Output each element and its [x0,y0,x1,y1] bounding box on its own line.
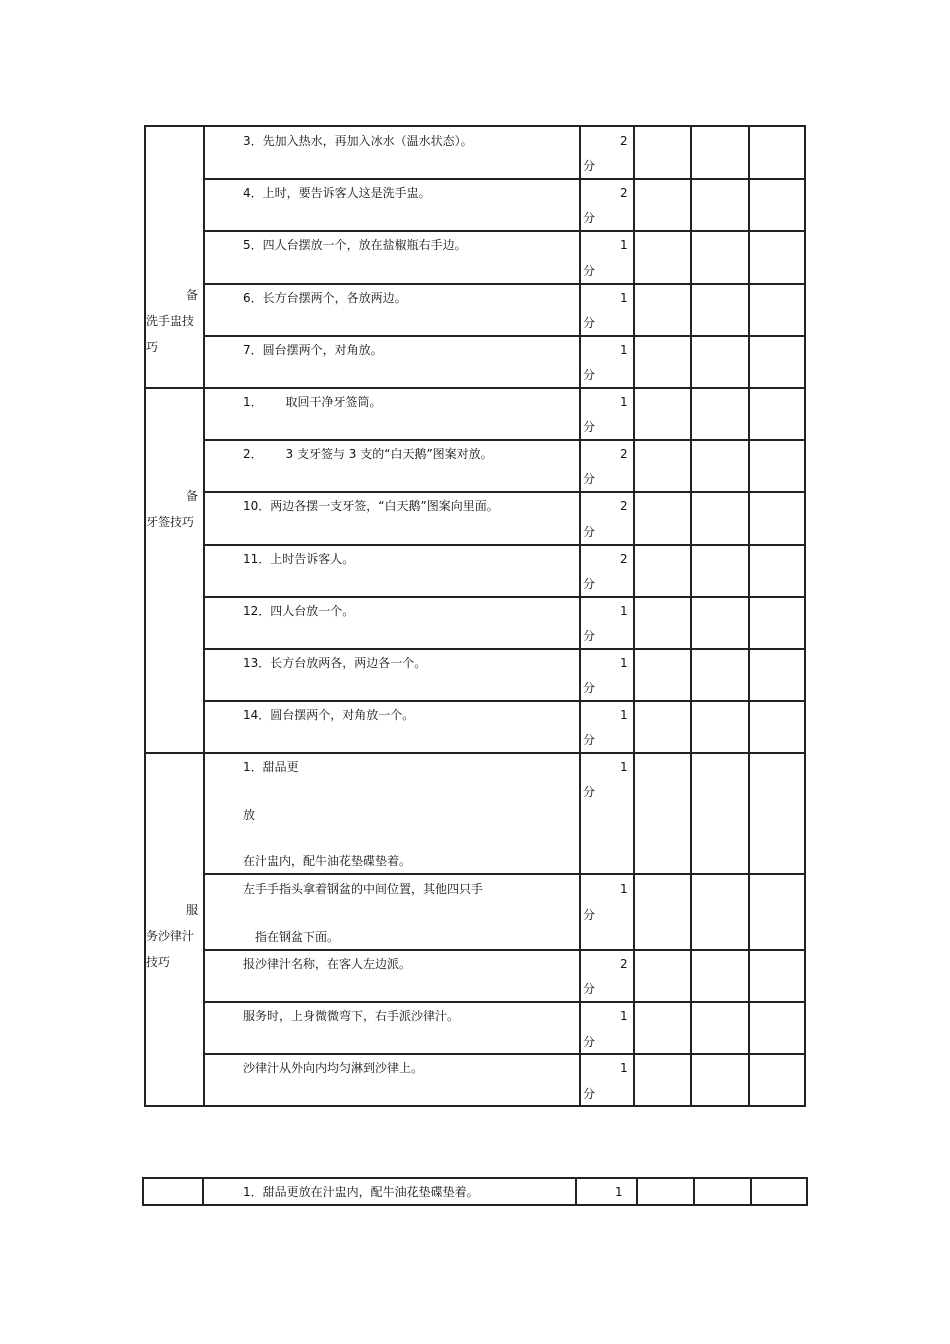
score-unit: 分 [583,316,596,330]
item-text: 1．甜品更 [243,760,299,774]
item-text: 5．四人台摆放一个，放在盐椒瓶右手边。 [243,238,467,252]
item-text: 6．长方台摆两个，各放两边。 [243,291,407,305]
item-text: 10．两边各摆一支牙签，“白天鹅”图案向里面。 [243,499,499,513]
bottom-table [142,1177,808,1206]
score-unit: 分 [583,1087,596,1101]
item-text: 指在钢盆下面。 [255,930,340,944]
item-text: 放 [243,808,256,822]
score-unit: 分 [583,420,596,434]
item-text: 报沙律汁名称，在客人左边派。 [243,957,412,971]
row-divider [203,230,804,232]
category-cell [146,282,202,360]
score-value: 1 [620,395,628,409]
score-value: 2 [620,499,628,513]
category-line: 牙签技巧 [146,515,195,529]
score-value: 1 [620,1061,628,1075]
item-text: 13．长方台放两各，两边各一个。 [243,656,427,670]
score-unit: 分 [583,982,596,996]
category-line: 服 [185,903,198,917]
score-value: 1 [620,1009,628,1023]
score-value: 1 [620,238,628,252]
category-line: 洗手盅技 [146,314,195,328]
scoring-table [144,125,806,1107]
col-divider [636,1179,638,1204]
category-cell [146,483,202,535]
score-value: 1 [620,760,628,774]
col-divider-3 [633,127,635,1105]
section-divider [146,752,804,754]
item-text: 1． 取回干净牙签筒。 [243,395,382,409]
score-value: 1 [620,882,628,896]
row-divider [203,873,804,875]
score-value: 2 [620,186,628,200]
col-divider-5 [748,127,750,1105]
score-unit: 分 [583,159,596,173]
score-value: 2 [620,134,628,148]
category-line: 备 [185,489,198,503]
row-divider [203,491,804,493]
row-divider [203,335,804,337]
score-value: 1 [620,656,628,670]
category-line: 备 [185,288,198,302]
score-unit: 分 [583,681,596,695]
score-value: 1 [620,708,628,722]
row-divider [203,544,804,546]
row-divider [203,596,804,598]
item-text: 12．四人台放一个。 [243,604,355,618]
col-divider-1 [203,127,205,1105]
category-line: 技巧 [146,955,171,969]
score-value: 2 [620,957,628,971]
item-text: 3．先加入热水，再加入冰水（温水状态）。 [243,134,473,148]
row-divider [203,283,804,285]
score-unit: 分 [583,211,596,225]
category-line: 巧 [146,340,159,354]
score-unit: 分 [583,472,596,486]
row-divider [203,700,804,702]
row-divider [203,1053,804,1055]
category-line: 务沙律汁 [146,929,195,943]
score-value: 1 [620,604,628,618]
score-value: 2 [620,552,628,566]
item-text: 4．上时，要告诉客人这是洗手盅。 [243,186,431,200]
item-text: 7．圆台摆两个，对角放。 [243,343,383,357]
item-text: 2． 3 支牙签与 3 支的“白天鹅”图案对放。 [243,447,493,461]
col-divider-2 [579,127,581,1105]
score-unit: 分 [583,368,596,382]
item-text: 11．上时告诉客人。 [243,552,355,566]
score-unit: 分 [583,733,596,747]
score-unit: 分 [583,577,596,591]
item-text: 服务时，上身微微弯下，右手派沙律汁。 [243,1009,460,1023]
col-divider-4 [690,127,692,1105]
score-value: 1 [620,291,628,305]
col-divider [202,1179,204,1204]
score-value: 1 [615,1185,623,1199]
item-text: 在汁盅内，配牛油花垫碟垫着。 [243,854,412,868]
row-divider [203,648,804,650]
section-divider [146,387,804,389]
score-unit: 分 [583,629,596,643]
item-text: 14．圆台摆两个，对角放一个。 [243,708,415,722]
col-divider [693,1179,695,1204]
col-divider [575,1179,577,1204]
score-unit: 分 [583,264,596,278]
score-value: 2 [620,447,628,461]
score-unit: 分 [583,525,596,539]
row-divider [203,949,804,951]
score-value: 1 [620,343,628,357]
score-unit: 分 [583,908,596,922]
row-divider [203,178,804,180]
item-text: 沙律汁从外向内均匀淋到沙律上。 [243,1061,424,1075]
score-unit: 分 [583,785,596,799]
score-unit: 分 [583,1035,596,1049]
row-divider [203,1001,804,1003]
row-divider [203,439,804,441]
item-text: 1．甜品更放在汁盅内，配牛油花垫碟垫着。 [243,1185,479,1199]
category-cell [146,897,202,975]
item-text: 左手手指头拿着钢盆的中间位置，其他四只手 [243,882,484,896]
col-divider [750,1179,752,1204]
